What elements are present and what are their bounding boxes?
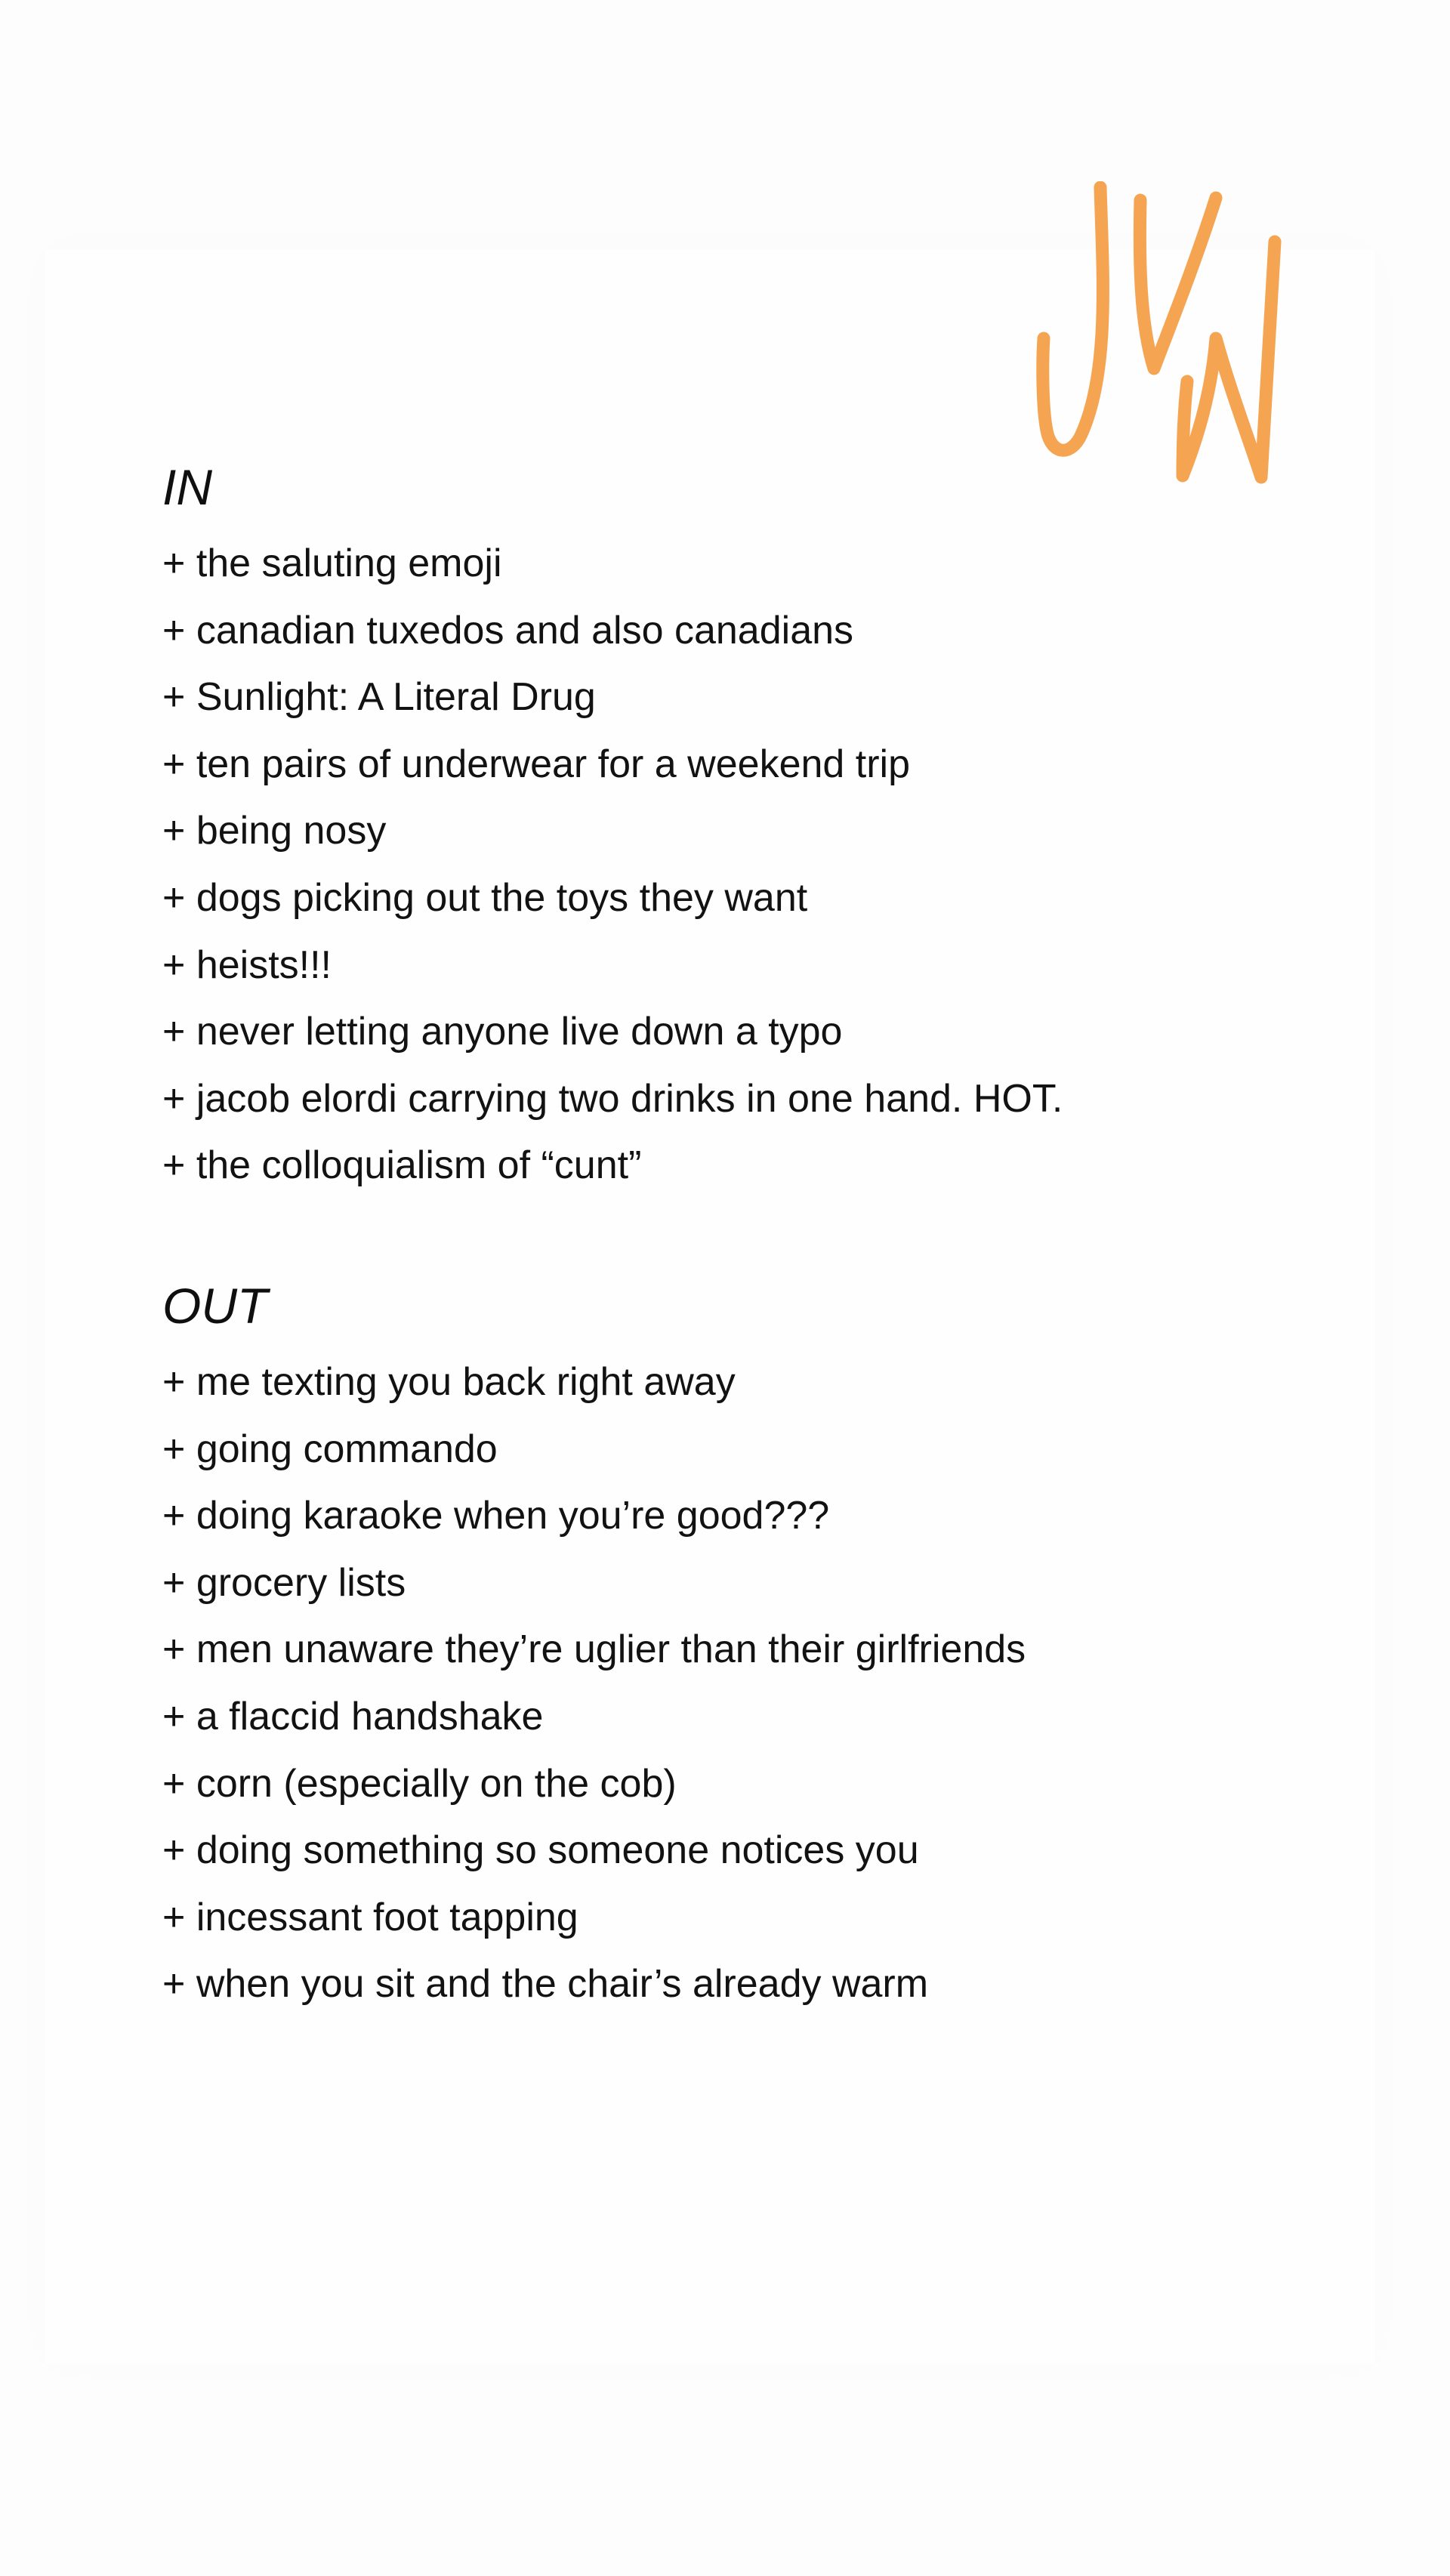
in-section-title: IN (162, 459, 212, 515)
list-item: + a flaccid handshake (162, 1694, 544, 1738)
out-section (162, 1272, 1295, 2018)
list-item: + corn (especially on the cob) (162, 1761, 677, 1806)
list-item: + men unaware they’re uglier than their girlfriends (162, 1627, 1026, 1672)
list-item: + the colloquialism of “cunt” (162, 1143, 642, 1188)
list-item: + heists!!! (162, 942, 332, 987)
list-item: + canadian tuxedos and also canadians (162, 608, 854, 652)
jw-monogram-logo (997, 181, 1299, 498)
list-item: + grocery lists (162, 1560, 406, 1605)
list-item: + Sunlight: A Literal Drug (162, 675, 596, 720)
list-item: + dogs picking out the toys they want (162, 875, 808, 920)
list-item: + being nosy (162, 809, 387, 853)
main-content (162, 453, 1295, 2018)
list-item: + ten pairs of underwear for a weekend trip (162, 742, 911, 786)
list-item: + never letting anyone live down a typo (162, 1010, 843, 1054)
out-list (162, 1349, 1295, 2018)
list-item: + when you sit and the chair’s already warm (162, 1962, 929, 2007)
list-item: + me texting you back right away (162, 1359, 736, 1404)
list-item: + jacob elordi carrying two drinks in one hand. HOT. (162, 1076, 1063, 1121)
list-item: + going commando (162, 1427, 498, 1471)
in-list (162, 530, 1295, 1199)
list-item: + the saluting emoji (162, 541, 502, 585)
list-item: + doing something so someone notices you (162, 1828, 919, 1873)
logo-letter-w-left (1140, 198, 1216, 369)
logo-letter-w-right (1183, 242, 1275, 477)
logo-letter-j (1043, 187, 1103, 450)
in-section (162, 453, 1295, 1199)
list-item: + doing karaoke when you’re good??? (162, 1494, 830, 1538)
out-section-title: OUT (162, 1277, 268, 1334)
list-item: + incessant foot tapping (162, 1895, 578, 1939)
